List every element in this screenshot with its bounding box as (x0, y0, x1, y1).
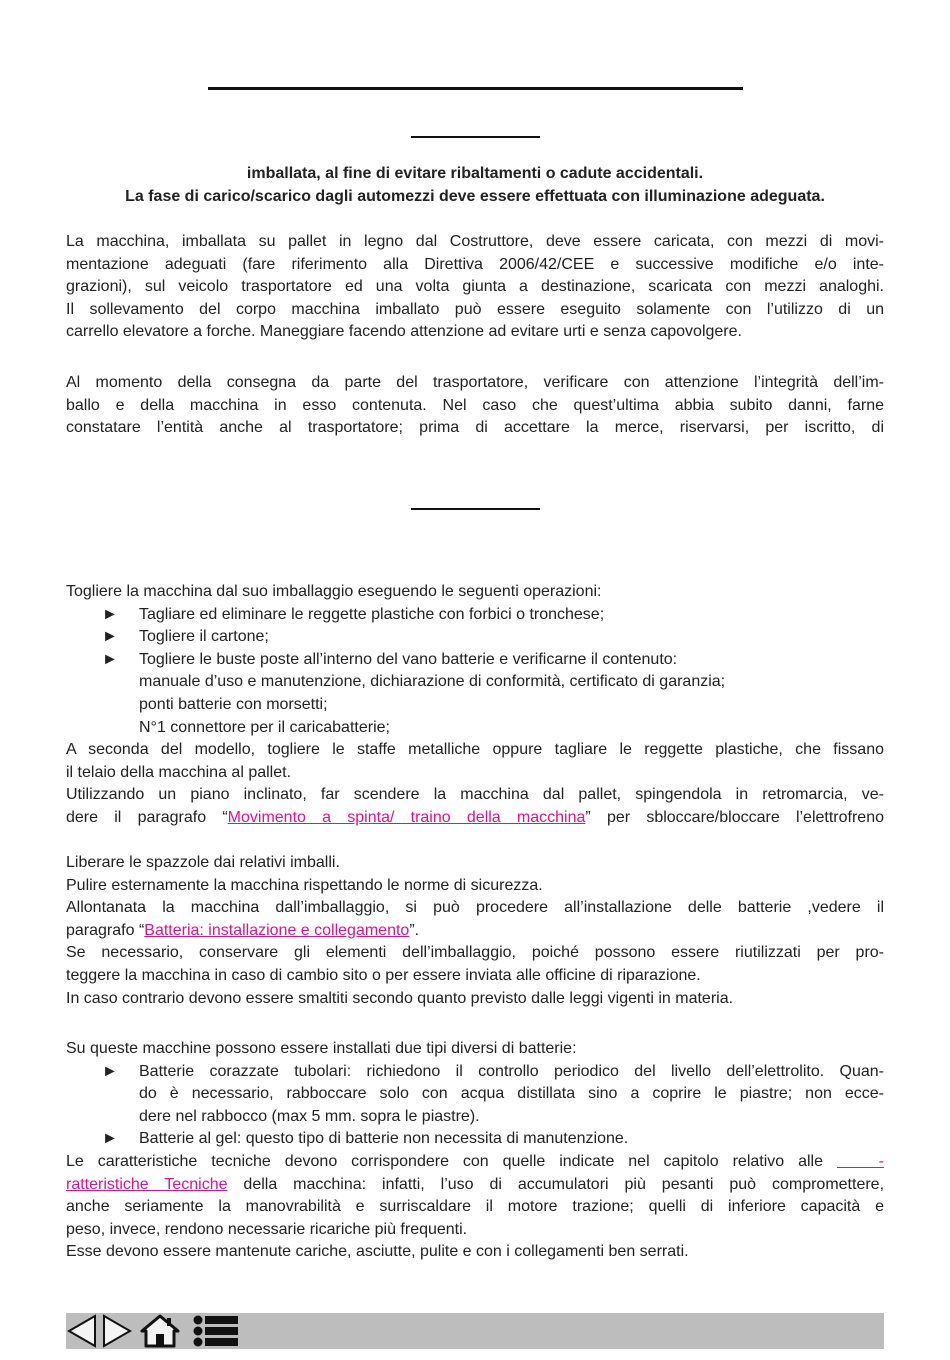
ramp-line-2 (66, 807, 884, 830)
specs-line: Esse devono essere mantenute cariche, asciutte, pulite e con i collegamenti ben serrati. (66, 1243, 689, 1261)
section-rule-1 (411, 136, 540, 138)
bullet-arrow-icon: ► (102, 628, 118, 646)
specs-line-2 (66, 1174, 884, 1197)
transport-line: carrello elevatore a forche. Maneggiare facendo attenzione ad evitare urti e senza capovolgere. (66, 323, 742, 341)
bold-line-2: La fase di carico/scarico dagli automezzi deve essere effettuata con illuminazione adeguata. (125, 187, 825, 205)
bold-line-1: imballata, al fine di evitare ribaltamenti o cadute accidentali. (246, 165, 704, 182)
caratteristiche-link-part1[interactable]: - (836, 1152, 884, 1170)
delivery-line: Al momento della consegna da parte del trasportatore, verificare con attenzione l’integrità dell’im- (66, 374, 884, 391)
unpacking-intro: Togliere la macchina dal suo imballaggio eseguendo le seguenti operazioni: (66, 583, 602, 600)
bullet-text: Togliere il cartone; (139, 628, 269, 646)
specs-line-1 (66, 1151, 884, 1174)
bullet-arrow-icon: ► (102, 605, 118, 623)
bullet-text: Togliere le buste poste all’interno del vano batterie e verificarne il contenuto: (139, 650, 678, 668)
cleanup-line: Allontanata la macchina dall’imballaggio, si può procedere all’installazione delle batterie ,vedere il (66, 899, 884, 917)
bullet-text: Tagliare ed eliminare le reggette plastiche con forbici o tronchese; (139, 605, 605, 623)
caratteristiche-link-part2[interactable]: ratteristiche Tecniche (66, 1175, 228, 1193)
list-item (66, 1061, 884, 1129)
delivery-line: ballo e della macchina in esso contenuta. Nel caso che quest’ultima abbia subito danni, farne (66, 396, 884, 414)
specs-line: peso, invece, rendono necessarie ricariche più frequenti. (66, 1220, 468, 1238)
next-page-icon[interactable] (101, 1314, 133, 1353)
transport-line: La macchina, imballata su pallet in legno dal Costruttore, deve essere caricata, con mezzi di movi- (66, 233, 884, 250)
cleanup-line: Se necessario, conservare gli elementi dell’imballaggio, poiché possono essere riutilizzati per pro- (66, 944, 884, 962)
specs-text-post: della macchina: infatti, l’uso di accumulatori più pesanti può compromettere, (227, 1175, 885, 1193)
delivery-line: constatare l’entità anche al trasportatore; prima di accettare la merce, riservarsi, per iscritto, di (66, 419, 884, 437)
delivery-paragraph (66, 372, 884, 440)
cleanup-text-pre: paragrafo “ (66, 921, 145, 939)
bullet-arrow-icon: ► (102, 1062, 118, 1080)
footer-nav-bar (66, 1313, 884, 1349)
cleanup-line: In caso contrario devono essere smaltiti secondo quanto previsto dalle leggi vigenti in materia. (66, 989, 734, 1007)
movimento-link[interactable]: Movimento a spinta/ traino della macchina (227, 808, 586, 826)
cleanup-line-link (66, 920, 884, 943)
unpacking-section (66, 581, 884, 830)
batteria-link[interactable]: Batteria: installazione e collegamento (144, 921, 410, 939)
model-line: A seconda del modello, togliere le staffe metalliche oppure tagliare le reggette plastiche, che fissano (66, 741, 884, 759)
cleanup-line: Liberare le spazzole dai relativi imballi. (66, 854, 340, 871)
top-rule (208, 87, 743, 90)
batteries-intro: Su queste macchine possono essere installati due tipi diversi di batterie: (66, 1040, 577, 1057)
bullet-subtext: manuale d’uso e manutenzione, dichiarazione di conformità, certificato di garanzia; (139, 673, 726, 691)
specs-text-pre: Le caratteristiche tecniche devono corrispondere con quelle indicate nel capitolo relativo alle (66, 1152, 837, 1170)
previous-page-icon[interactable] (66, 1314, 98, 1353)
list-item (66, 604, 884, 627)
bullet-text: Batterie corazzate tubolari: richiedono il controllo periodico del livello dell’elettrolito. Quan- (139, 1062, 884, 1080)
ramp-line: Utilizzando un piano inclinato, far scendere la macchina dal pallet, spingendola in retromarcia, ve- (66, 786, 884, 804)
transport-line: grazioni), sul veicolo trasportatore ed una volta giunta a destinazione, scaricata con mezzi analoghi. (66, 278, 884, 296)
cleanup-line: Pulire esternamente la macchina rispettando le norme di sicurezza. (66, 876, 543, 894)
bullet-arrow-icon: ► (102, 1130, 118, 1148)
transport-paragraph (66, 231, 884, 344)
model-line: il telaio della macchina al pallet. (66, 763, 292, 781)
bullet-text: do è necessario, rabboccare solo con acqua distillata sino a coprire le piastre; non ecce- (139, 1085, 884, 1103)
cleanup-text-post: ”. (409, 921, 420, 939)
cleanup-section (66, 852, 884, 1010)
cleanup-line: teggere la macchina in caso di cambio sito o per essere inviata alle officine di riparazione. (66, 966, 701, 984)
list-item (66, 1128, 884, 1151)
transport-line: Il sollevamento del corpo macchina imballato può essere eseguito solamente con l’utilizzo di un (66, 300, 884, 318)
bullet-subtext: N°1 connettore per il caricabatterie; (139, 718, 390, 736)
ramp-text-post: ” per sbloccare/bloccare l’elettrofreno (585, 808, 884, 826)
bullet-text: dere nel rabbocco (max 5 mm. sopra le piastre). (139, 1107, 480, 1125)
ramp-text-pre: dere il paragrafo “ (66, 808, 228, 826)
transport-line: mentazione adeguati (fare riferimento alla Direttiva 2006/42/CEE e successive modifiche e/o inte- (66, 255, 884, 273)
bullet-arrow-icon: ► (102, 650, 118, 668)
list-item (66, 626, 884, 649)
batteries-section (66, 1038, 884, 1264)
table-of-contents-icon[interactable] (192, 1314, 240, 1353)
section-rule-2 (411, 508, 540, 510)
home-icon[interactable] (140, 1314, 180, 1353)
bullet-text: Batterie al gel: questo tipo di batterie non necessita di manutenzione. (139, 1130, 629, 1148)
warning-bold-text (0, 163, 950, 208)
list-item (66, 649, 884, 739)
bullet-subtext: ponti batterie con morsetti; (139, 695, 328, 713)
specs-line: anche seriamente la manovrabilità e surriscaldare il motore trazione; quelli di inferiore capacità e (66, 1198, 884, 1216)
